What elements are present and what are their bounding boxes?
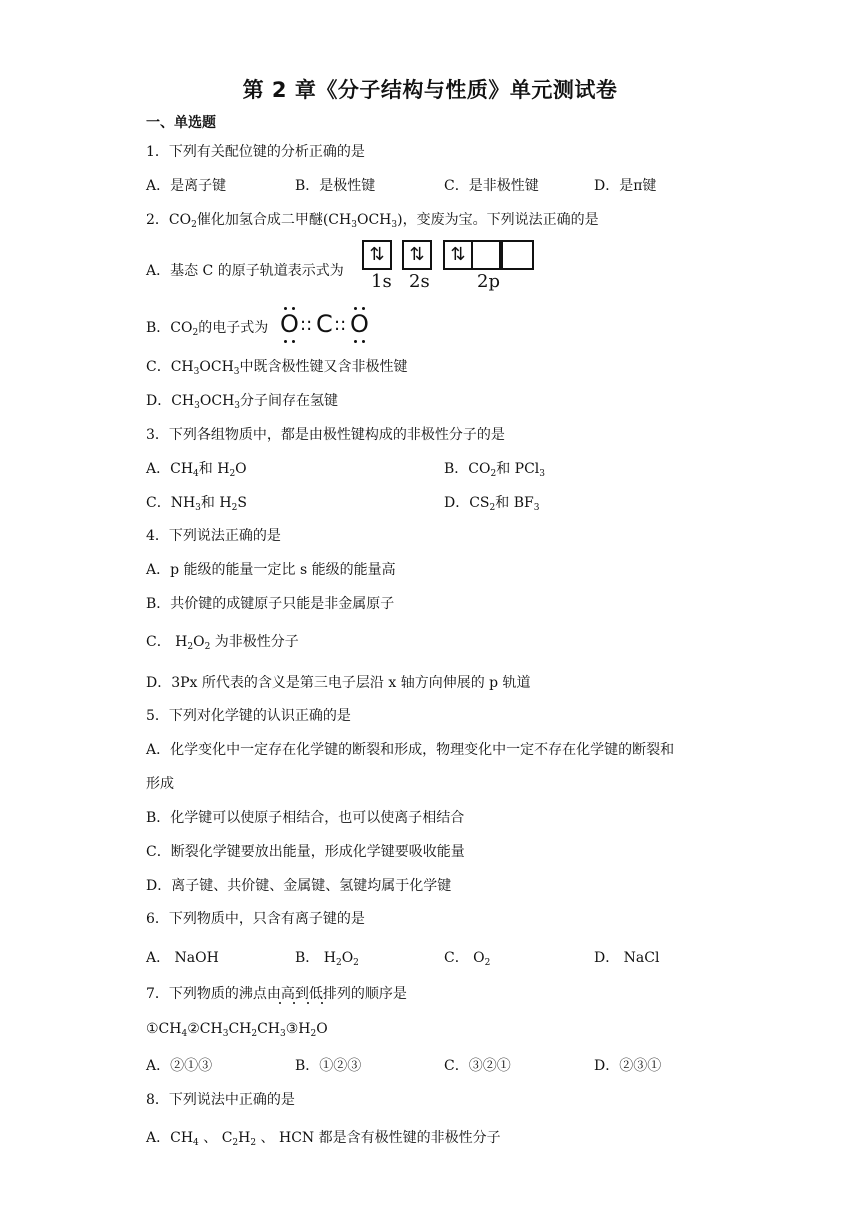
q1-option-b[interactable]: B．是极性键 xyxy=(295,178,376,194)
question-7-stem: 7．下列物质的沸点由高到低排列的顺序是 xyxy=(146,986,407,1002)
q5-option-a-line2[interactable]: 形成 xyxy=(146,776,174,792)
lone-pair-dot xyxy=(354,307,357,310)
q3-option-c[interactable]: C．$NH_3$和 $H_2S$ xyxy=(146,495,247,513)
q2-option-a[interactable]: A．基态 C 的原子轨道表示式为 xyxy=(146,263,344,279)
orbital-label-2s: 2s xyxy=(409,271,430,292)
lewis-oxygen-right: O xyxy=(350,310,369,338)
q6-option-c[interactable]: C． $O_2$ xyxy=(444,950,491,968)
q1-option-c[interactable]: C．是非极性键 xyxy=(444,178,539,194)
question-5-stem: 5．下列对化学键的认识正确的是 xyxy=(146,708,351,724)
q7-option-b[interactable]: B．①②③ xyxy=(295,1058,362,1074)
lewis-carbon: C xyxy=(316,310,333,338)
question-7-substances: $①CH_4②CH_3CH_2CH_3③H_2O$ xyxy=(146,1021,328,1039)
q4-option-d[interactable]: D．3Px 所代表的含义是第三电子层沿 x 轴方向伸展的 p 轨道 xyxy=(146,675,531,691)
q4-option-a[interactable]: A．p 能级的能量一定比 s 能级的能量高 xyxy=(146,562,396,578)
question-3-stem: 3．下列各组物质中，都是由极性键构成的非极性分子的是 xyxy=(146,427,505,443)
q1-option-a[interactable]: A．是离子键 xyxy=(146,178,227,194)
lone-pair-dot xyxy=(362,307,365,310)
q7-option-a[interactable]: A．②①③ xyxy=(146,1058,213,1074)
emphasis-dot xyxy=(279,1002,281,1004)
lone-pair-dot xyxy=(292,340,295,343)
q3-option-a[interactable]: A．$CH_4$和 $H_2O$ xyxy=(146,461,247,479)
q7-option-c[interactable]: C．③②① xyxy=(444,1058,511,1074)
orbital-2p-box-3 xyxy=(501,240,534,270)
lewis-bond-right: :: xyxy=(334,314,347,335)
lone-pair-dot xyxy=(284,340,287,343)
section-heading: 一、单选题 xyxy=(146,115,216,131)
co2-electron-formula xyxy=(280,306,380,346)
question-1-stem: 1．下列有关配位键的分析正确的是 xyxy=(146,144,365,160)
orbital-1s-box: ⇅ xyxy=(362,240,392,270)
page-title: 第 2 章《分子结构与性质》单元测试卷 xyxy=(242,78,618,102)
q5-option-b[interactable]: B．化学键可以使原子相结合，也可以使离子相结合 xyxy=(146,810,465,826)
question-2-stem: 2．$CO_2$催化加氢合成二甲醚$(CH_3OCH_3)$，变废为宝。下列说法正确的是 xyxy=(146,212,599,230)
emphasis-dot xyxy=(307,1002,309,1004)
q1-option-d[interactable]: D．是π键 xyxy=(594,178,657,194)
q3-option-d[interactable]: D．$CS_2$和 $BF_3$ xyxy=(444,495,540,513)
q3-option-b[interactable]: B．$CO_2$和 PCl$_3$ xyxy=(444,461,546,479)
q4-option-c[interactable]: C． $H_2O_2$ 为非极性分子 xyxy=(146,634,299,652)
orbital-label-1s: 1s xyxy=(371,271,392,292)
lone-pair-dot xyxy=(284,307,287,310)
q8-option-a[interactable]: A．$CH_4$ 、 $C_2H_2$ 、 HCN 都是含有极性键的非极性分子 xyxy=(146,1130,501,1148)
orbital-2p-box-2 xyxy=(471,240,501,270)
lone-pair-dot xyxy=(292,307,295,310)
orbital-2s-box: ⇅ xyxy=(402,240,432,270)
orbital-2p-box-1: ⇅ xyxy=(443,240,473,270)
orbital-diagram xyxy=(362,240,542,296)
q2-option-d[interactable]: D．$CH_3OCH_3$分子间存在氢键 xyxy=(146,393,339,411)
q2-option-c[interactable]: C．$CH_3OCH_3$中既含极性键又含非极性键 xyxy=(146,359,408,377)
emphasis-dot xyxy=(321,1002,323,1004)
q5-option-a-line1[interactable]: A．化学变化中一定存在化学键的断裂和形成，物理变化中一定不存在化学键的断裂和 xyxy=(146,742,675,758)
q5-option-c[interactable]: C．断裂化学键要放出能量，形成化学键要吸收能量 xyxy=(146,844,465,860)
lewis-oxygen-left: O xyxy=(280,310,299,338)
q4-option-b[interactable]: B．共价键的成键原子只能是非金属原子 xyxy=(146,596,395,612)
question-8-stem: 8．下列说法中正确的是 xyxy=(146,1092,295,1108)
question-4-stem: 4．下列说法正确的是 xyxy=(146,528,281,544)
question-6-stem: 6．下列物质中，只含有离子键的是 xyxy=(146,911,365,927)
q2-option-b[interactable]: B．$CO_2$的电子式为 xyxy=(146,320,269,338)
emphasis-dot xyxy=(293,1002,295,1004)
q7-option-d[interactable]: D．②③① xyxy=(594,1058,662,1074)
lone-pair-dot xyxy=(354,340,357,343)
lewis-bond-left: :: xyxy=(300,314,313,335)
q6-option-b[interactable]: B． $H_2O_2$ xyxy=(295,950,359,968)
q5-option-d[interactable]: D．离子键、共价键、金属键、氢键均属于化学键 xyxy=(146,878,452,894)
q6-option-d[interactable]: D． NaCl xyxy=(594,950,660,966)
orbital-label-2p: 2p xyxy=(477,271,500,292)
lone-pair-dot xyxy=(362,340,365,343)
q6-option-a[interactable]: A． NaOH xyxy=(146,950,219,966)
